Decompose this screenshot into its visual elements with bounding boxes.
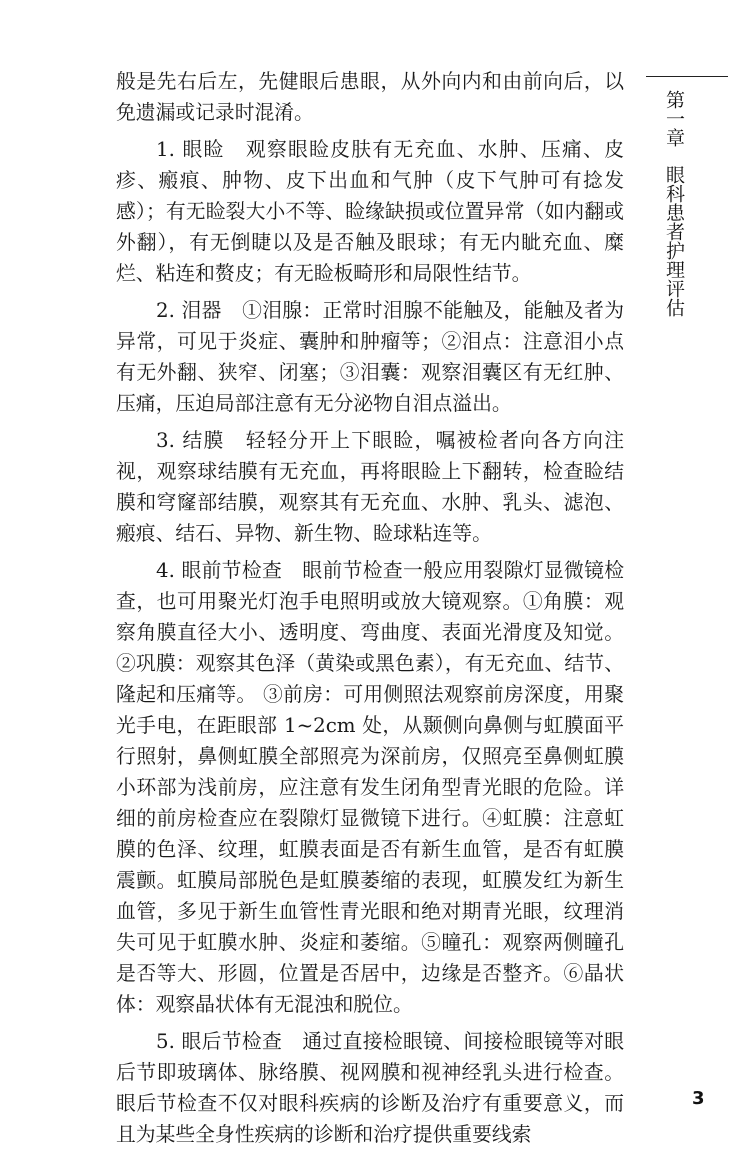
paragraph-text: 般是先右后左，先健眼后患眼，从外向内和由前向后，以免遗漏或记录时混淆。: [116, 70, 624, 124]
page-body: [116, 66, 624, 1156]
section-heading-lacrimal: 2. 泪器: [156, 299, 222, 322]
paragraph-text: ①泪腺：正常时泪腺不能触及，能触及者为异常，可见于炎症、囊肿和肿瘤等；②泪点：注意泪小点有无外翻、狭窄、闭塞；③泪囊：观察泪囊区有无红肿、压痛，压迫局部注意有无分泌物自泪点溢出。: [116, 299, 624, 415]
paragraph-continuation: [116, 66, 624, 128]
section-heading-posterior-segment: 5. 眼后节检查: [156, 1030, 283, 1053]
paragraph-text: 观察眼睑皮肤有无充血、水肿、压痛、皮疹、瘢痕、肿物、皮下出血和气肿（皮下气肿可有捻发感）；有无睑裂大小不等、睑缘缺损或位置异常（如内翻或外翻），有无倒睫以及是否触及眼球；有无内眦充血、糜烂、粘连和赘皮；有无睑板畸形和局限性结节。: [116, 138, 624, 285]
paragraph-lacrimal: [116, 295, 624, 419]
chapter-side-label: [660, 90, 684, 317]
paragraph-conjunctiva: [116, 425, 624, 549]
paragraph-eyelid: [116, 134, 624, 289]
paragraph-posterior-segment: [116, 1026, 624, 1150]
chapter-number: 第一章: [663, 90, 685, 147]
paragraph-text: 轻轻分开上下眼睑，嘱被检者向各方向注视，观察球结膜有无充血，再将眼睑上下翻转，检查睑结膜和穹窿部结膜，观察其有无充血、水肿、乳头、滤泡、瘢痕、结石、异物、新生物、睑球粘连等。: [116, 429, 624, 545]
chapter-title: 眼科患者护理评估: [663, 165, 685, 317]
page-number: 3: [692, 1088, 705, 1109]
paragraph-text: 通过直接检眼镜、间接检眼镜等对眼后节即玻璃体、脉络膜、视网膜和视神经乳头进行检查。眼后节检查不仅对眼科疾病的诊断及治疗有重要意义，而且为某些全身性疾病的诊断和治疗提供重要线索: [116, 1030, 624, 1146]
paragraph-text: 眼前节检查一般应用裂隙灯显微镜检查，也可用聚光灯泡手电照明或放大镜观察。①角膜：观察角膜直径大小、透明度、弯曲度、表面光滑度及知觉。②巩膜：观察其色泽（黄染或黑色素），有无充血、结节、隆起和压痛等。 ③前房：可用侧照法观察前房深度，用聚光手电，在距眼部 1~2cm 处，从颞侧向鼻侧与虹膜面平行照射，鼻侧虹膜全部照亮为深前房，仅照亮至鼻侧虹膜小环部为浅前房，应注意有发生闭角型青光眼的危险。详细的前房检查应在裂隙灯显微镜下进行。④虹膜：注意虹膜的色泽、纹理，虹膜表面是否有新生血管，是否有虹膜震颤。虹膜局部脱色是虹膜萎缩的表现，虹膜发红为新生血管，多见于新生血管性青光眼和绝对期青光眼，纹理消失可见于虹膜水肿、炎症和萎缩。⑤瞳孔：观察两侧瞳孔是否等大、形圆，位置是否居中，边缘是否整齐。⑥晶状体：观察晶状体有无混浊和脱位。: [116, 559, 624, 1016]
header-rule: [646, 76, 728, 77]
section-heading-eyelid: 1. 眼睑: [156, 138, 225, 161]
section-heading-conjunctiva: 3. 结膜: [156, 429, 225, 452]
paragraph-anterior-segment: [116, 555, 624, 1020]
section-heading-anterior-segment: 4. 眼前节检查: [156, 559, 283, 582]
